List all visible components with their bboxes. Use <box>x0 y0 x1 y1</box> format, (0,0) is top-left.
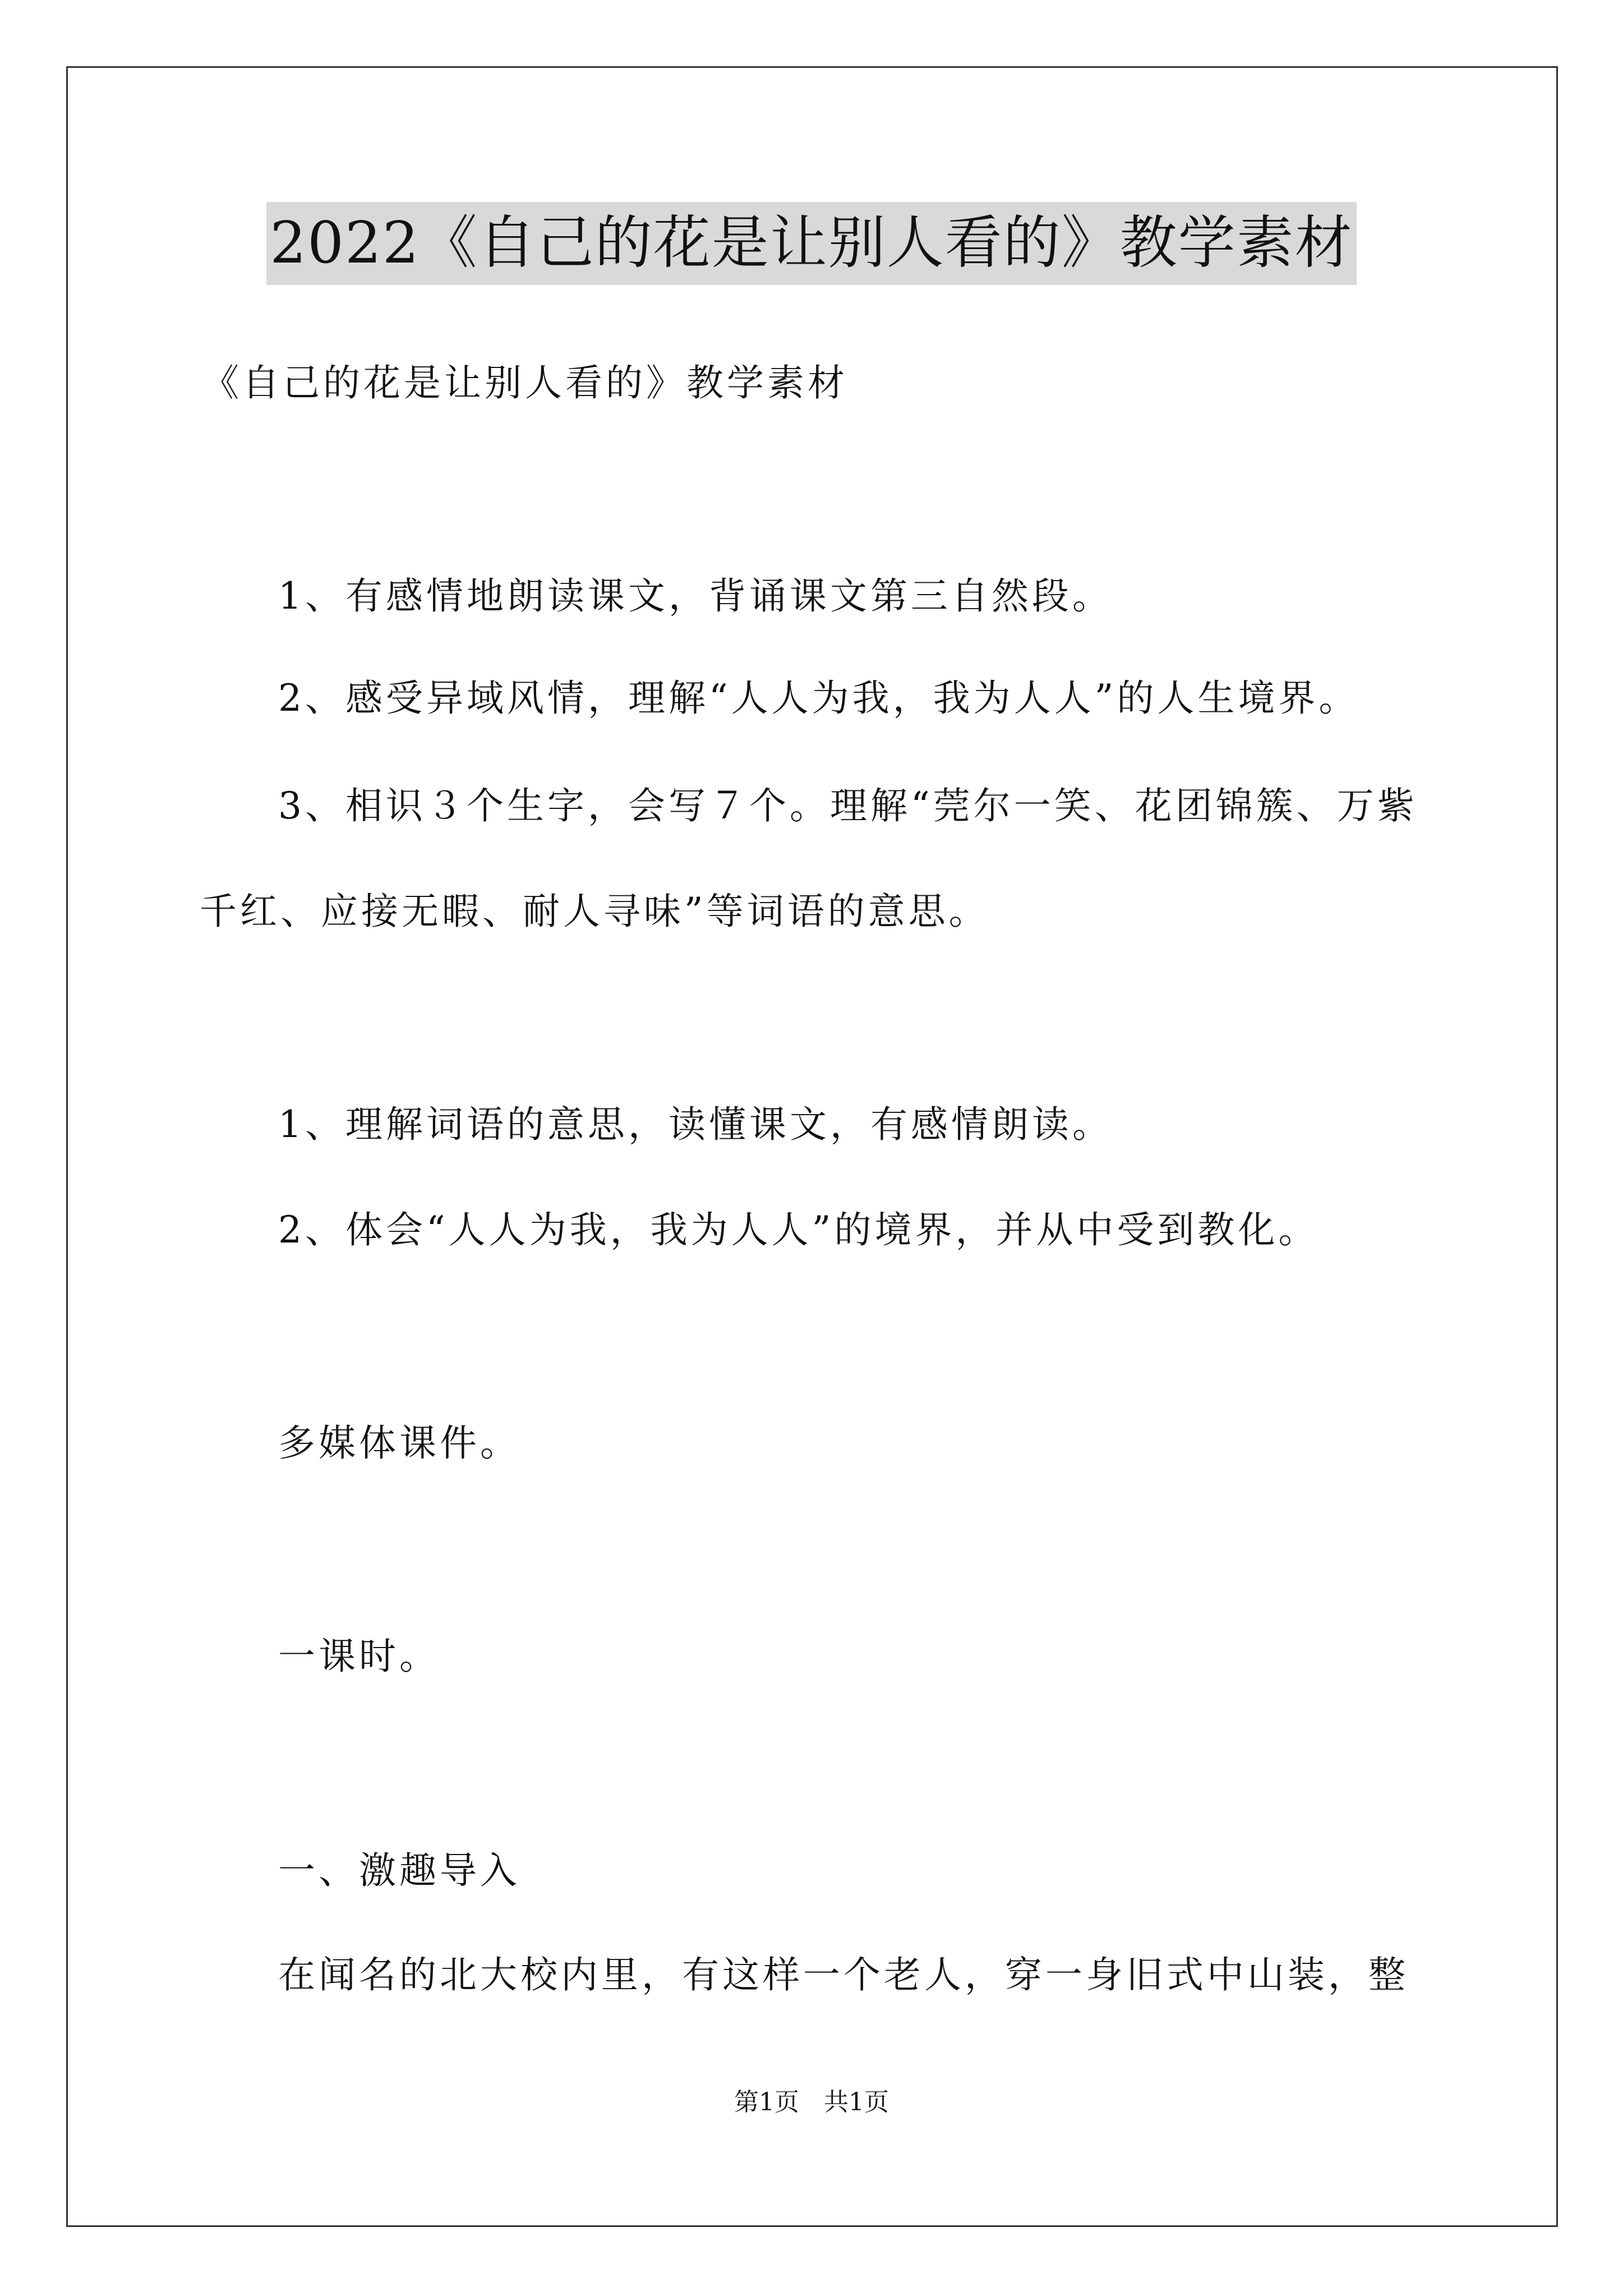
body-line: 在闻名的北大校内里，有这样一个老人，穿一身旧式中山装，整 <box>278 1953 1409 1996</box>
section-heading: 一、激趣导入 <box>278 1849 520 1892</box>
document-title: 2022《自己的花是让别人看的》教学素材 <box>266 202 1357 285</box>
body-line: 多媒体课件。 <box>278 1421 520 1465</box>
title-container <box>0 202 1623 285</box>
body-line: 一课时。 <box>278 1635 440 1678</box>
body-line: 2、感受异域风情，理解“人人为我，我为人人”的人生境界。 <box>278 677 1359 720</box>
body-line: 2、体会“人人为我，我为人人”的境界，并从中受到教化。 <box>278 1208 1319 1251</box>
body-line: 千红、应接无暇、耐人寻味”等词语的意思。 <box>200 890 989 933</box>
body-line: 3、相识３个生字，会写７个。理解“莞尔一笑、花团锦簇、万紫 <box>278 784 1418 827</box>
body-line: 1、有感情地朗读课文，背诵课文第三自然段。 <box>278 574 1113 618</box>
subtitle-line: 《自己的花是让别人看的》教学素材 <box>202 361 848 404</box>
page-footer: 第1页 共1页 <box>734 2088 889 2116</box>
body-line: 1、理解词语的意思，读懂课文，有感情朗读。 <box>278 1103 1113 1146</box>
